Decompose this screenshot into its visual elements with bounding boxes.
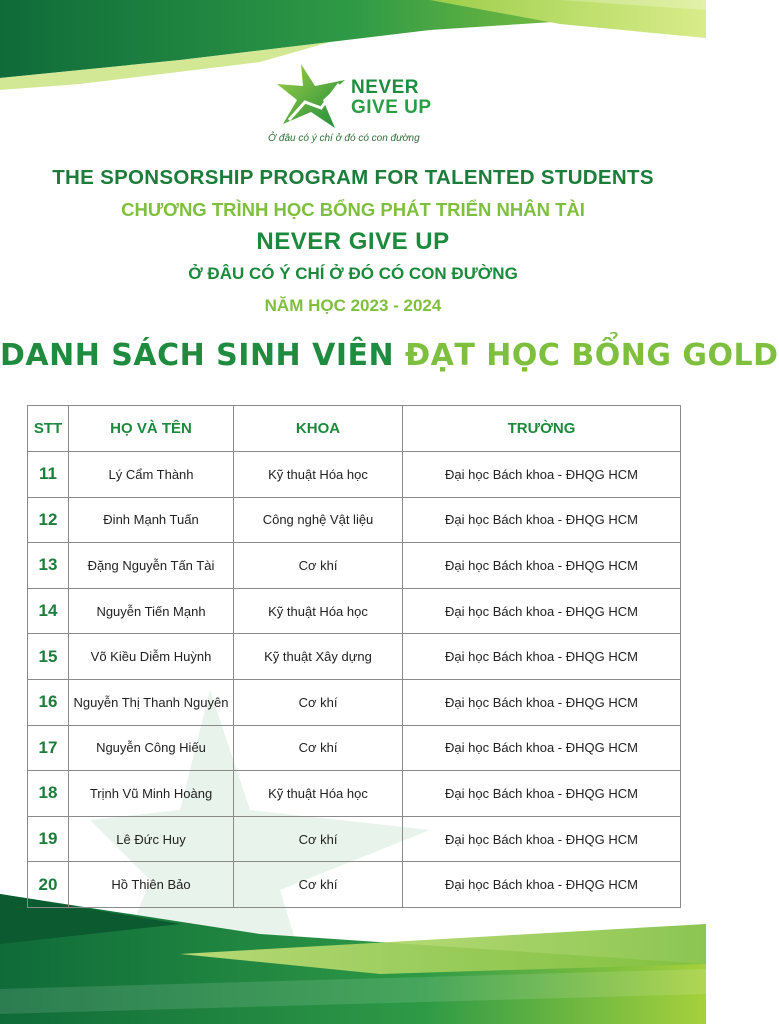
row-school: Đại học Bách khoa - ĐHQG HCM bbox=[403, 862, 681, 908]
row-name: Lê Đức Huy bbox=[69, 816, 234, 862]
row-name: Hồ Thiên Bảo bbox=[69, 862, 234, 908]
row-faculty: Kỹ thuật Hóa học bbox=[234, 452, 403, 498]
row-school: Đại học Bách khoa - ĐHQG HCM bbox=[403, 452, 681, 498]
school-year: NĂM HỌC 2023 - 2024 bbox=[264, 296, 442, 315]
row-school: Đại học Bách khoa - ĐHQG HCM bbox=[403, 634, 681, 680]
row-name: Đinh Mạnh Tuấn bbox=[69, 497, 234, 543]
row-faculty: Kỹ thuật Hóa học bbox=[234, 588, 403, 634]
column-header-stt: STT bbox=[28, 406, 69, 452]
program-title-vi: CHƯƠNG TRÌNH HỌC BỔNG PHÁT TRIỂN NHÂN TÀI bbox=[121, 199, 585, 220]
row-faculty: Cơ khí bbox=[234, 816, 403, 862]
row-name: Nguyễn Công Hiếu bbox=[69, 725, 234, 771]
row-stt: 12 bbox=[28, 497, 69, 543]
bottom-decoration bbox=[0, 894, 706, 1024]
row-school: Đại học Bách khoa - ĐHQG HCM bbox=[403, 725, 681, 771]
column-header-name: HỌ VÀ TÊN bbox=[69, 406, 234, 452]
row-faculty: Cơ khí bbox=[234, 543, 403, 589]
table-header-row bbox=[28, 406, 681, 452]
row-school: Đại học Bách khoa - ĐHQG HCM bbox=[403, 771, 681, 817]
row-stt: 14 bbox=[28, 588, 69, 634]
program-name: NEVER GIVE UP bbox=[256, 228, 450, 255]
row-stt: 18 bbox=[28, 771, 69, 817]
row-stt: 16 bbox=[28, 679, 69, 725]
row-faculty: Cơ khí bbox=[234, 725, 403, 771]
row-name: Nguyễn Tiến Mạnh bbox=[69, 588, 234, 634]
row-name: Lý Cẩm Thành bbox=[69, 452, 234, 498]
row-faculty: Kỹ thuật Xây dựng bbox=[234, 634, 403, 680]
logo-line1: NEVER bbox=[351, 77, 419, 98]
list-title-part1: DANH SÁCH SINH VIÊN bbox=[0, 338, 406, 373]
star-logo-icon bbox=[275, 62, 353, 132]
table-row bbox=[28, 497, 681, 543]
row-faculty: Kỹ thuật Hóa học bbox=[234, 771, 403, 817]
row-name: Đặng Nguyễn Tấn Tài bbox=[69, 543, 234, 589]
column-header-faculty: KHOA bbox=[234, 406, 403, 452]
table-row bbox=[28, 771, 681, 817]
row-name: Nguyễn Thị Thanh Nguyên bbox=[69, 679, 234, 725]
row-stt: 11 bbox=[28, 452, 69, 498]
scholarship-table bbox=[27, 405, 681, 908]
table-row bbox=[28, 634, 681, 680]
logo-title bbox=[351, 78, 432, 118]
row-stt: 17 bbox=[28, 725, 69, 771]
program-slogan: Ở ĐÂU CÓ Ý CHÍ Ở ĐÓ CÓ CON ĐƯỜNG bbox=[188, 264, 518, 283]
row-name: Võ Kiều Diễm Huỳnh bbox=[69, 634, 234, 680]
program-title-en: THE SPONSORSHIP PROGRAM FOR TALENTED STUDENTS bbox=[52, 166, 654, 189]
row-name: Trịnh Vũ Minh Hoàng bbox=[69, 771, 234, 817]
row-stt: 20 bbox=[28, 862, 69, 908]
row-stt: 15 bbox=[28, 634, 69, 680]
table-row bbox=[28, 588, 681, 634]
row-faculty: Công nghệ Vật liệu bbox=[234, 497, 403, 543]
never-give-up-logo bbox=[268, 62, 455, 152]
table-row bbox=[28, 816, 681, 862]
logo-line2: GIVE UP bbox=[351, 97, 432, 118]
row-school: Đại học Bách khoa - ĐHQG HCM bbox=[403, 543, 681, 589]
row-school: Đại học Bách khoa - ĐHQG HCM bbox=[403, 588, 681, 634]
list-title bbox=[0, 338, 779, 373]
row-school: Đại học Bách khoa - ĐHQG HCM bbox=[403, 497, 681, 543]
row-faculty: Cơ khí bbox=[234, 679, 403, 725]
table-row bbox=[28, 725, 681, 771]
logo-tagline: Ở đâu có ý chí ở đó có con đường bbox=[268, 133, 420, 144]
row-stt: 13 bbox=[28, 543, 69, 589]
table-row bbox=[28, 679, 681, 725]
table-row bbox=[28, 452, 681, 498]
row-school: Đại học Bách khoa - ĐHQG HCM bbox=[403, 679, 681, 725]
column-header-school: TRƯỜNG bbox=[403, 406, 681, 452]
row-stt: 19 bbox=[28, 816, 69, 862]
row-school: Đại học Bách khoa - ĐHQG HCM bbox=[403, 816, 681, 862]
row-faculty: Cơ khí bbox=[234, 862, 403, 908]
table-row bbox=[28, 862, 681, 908]
list-title-part2: ĐẠT HỌC BỔNG GOLD bbox=[405, 338, 779, 373]
table-row bbox=[28, 543, 681, 589]
